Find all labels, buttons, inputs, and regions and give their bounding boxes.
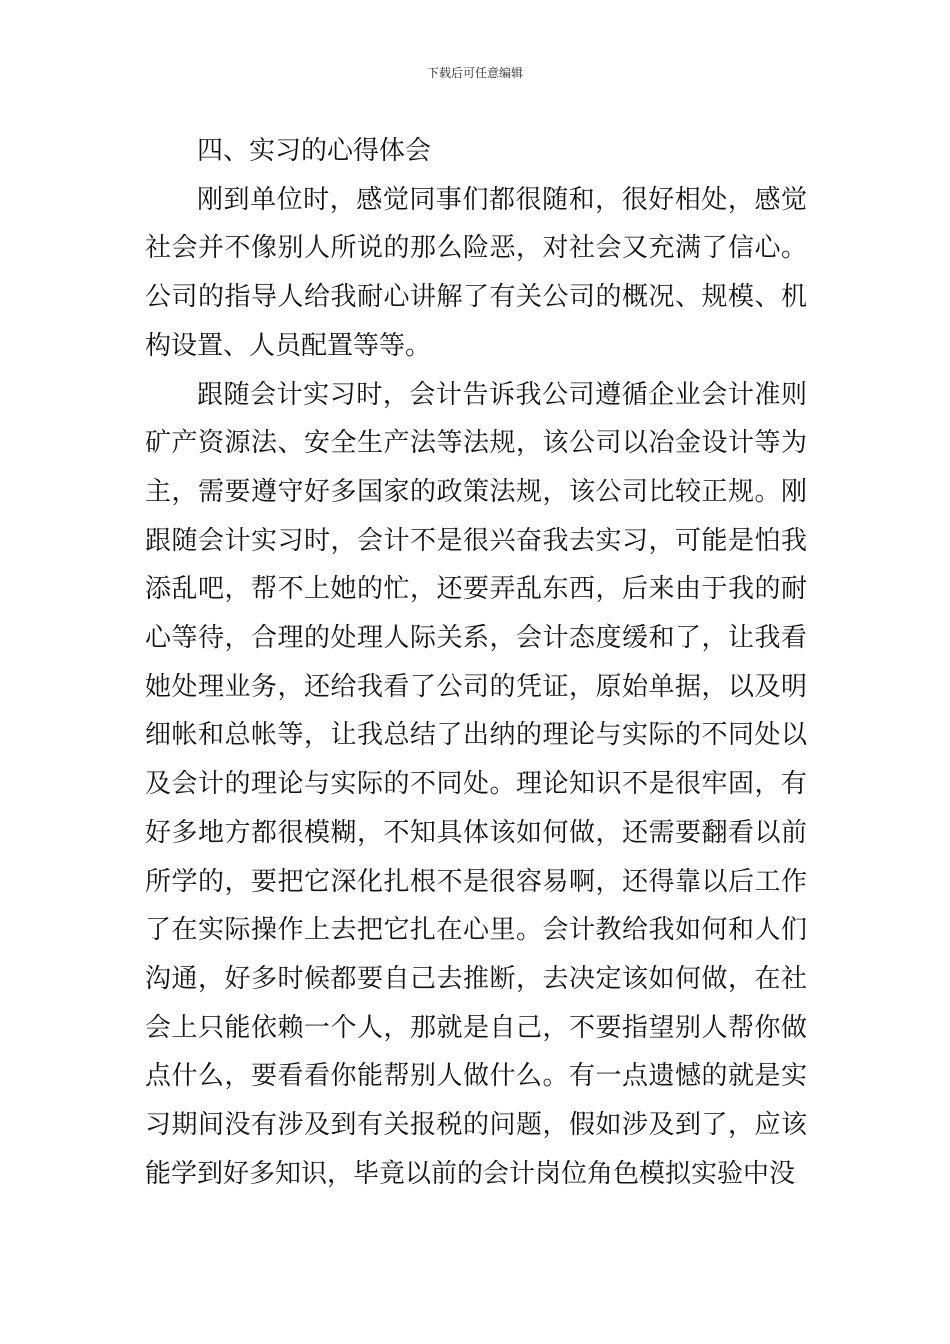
paragraph-accounting-internship: 跟随会计实习时，会计告诉我公司遵循企业会计准则矿产资源法、安全生产法等法规，该公司以冶金设计等为主，需要遵守好多国家的政策法规，该公司比较正规。刚跟随会计实习时，会计不是很兴奋我去实习，可能是怕我添乱吧，帮不上她的忙，还要弄乱东西，后来由于我的耐心等待，合理的处理人际关系，会计态度缓和了，让我看她处理业务，还给我看了公司的凭证，原始单据，以及明细帐和总帐等，让我总结了出纳的理论与实际的不同处以及会计的理论与实际的不同处。理论知识不是很牢固，有好多地方都很模糊，不知具体该如何做，还需要翻看以前所学的，要把它深化扎根不是很容易啊，还得靠以后工作了在实际操作上去把它扎在心里。会计教给我如何和人们沟通，好多时候都要自己去推断，去决定该如何做，在社会上只能依赖一个人，那就是自己，不要指望别人帮你做点什么，要看看你能帮别人做什么。有一点遗憾的就是实习期间没有涉及到有关报税的问题，假如涉及到了，应该能学到好多知识，毕竟以前的会计岗位角色模拟实验中没: [145, 379, 807, 1189]
page-header-note: 下载后可任意编辑: [426, 66, 523, 80]
section-heading: 四、实习的心得体会: [197, 136, 432, 166]
paragraph-first-impressions: 刚到单位时，感觉同事们都很随和，很好相处，感觉社会并不像别人所说的那么险恶，对社会又充满了信心。公司的指导人给我耐心讲解了有关公司的概况、规模、机构设置、人员配置等等。: [145, 184, 807, 361]
document-body: [145, 127, 807, 1198]
